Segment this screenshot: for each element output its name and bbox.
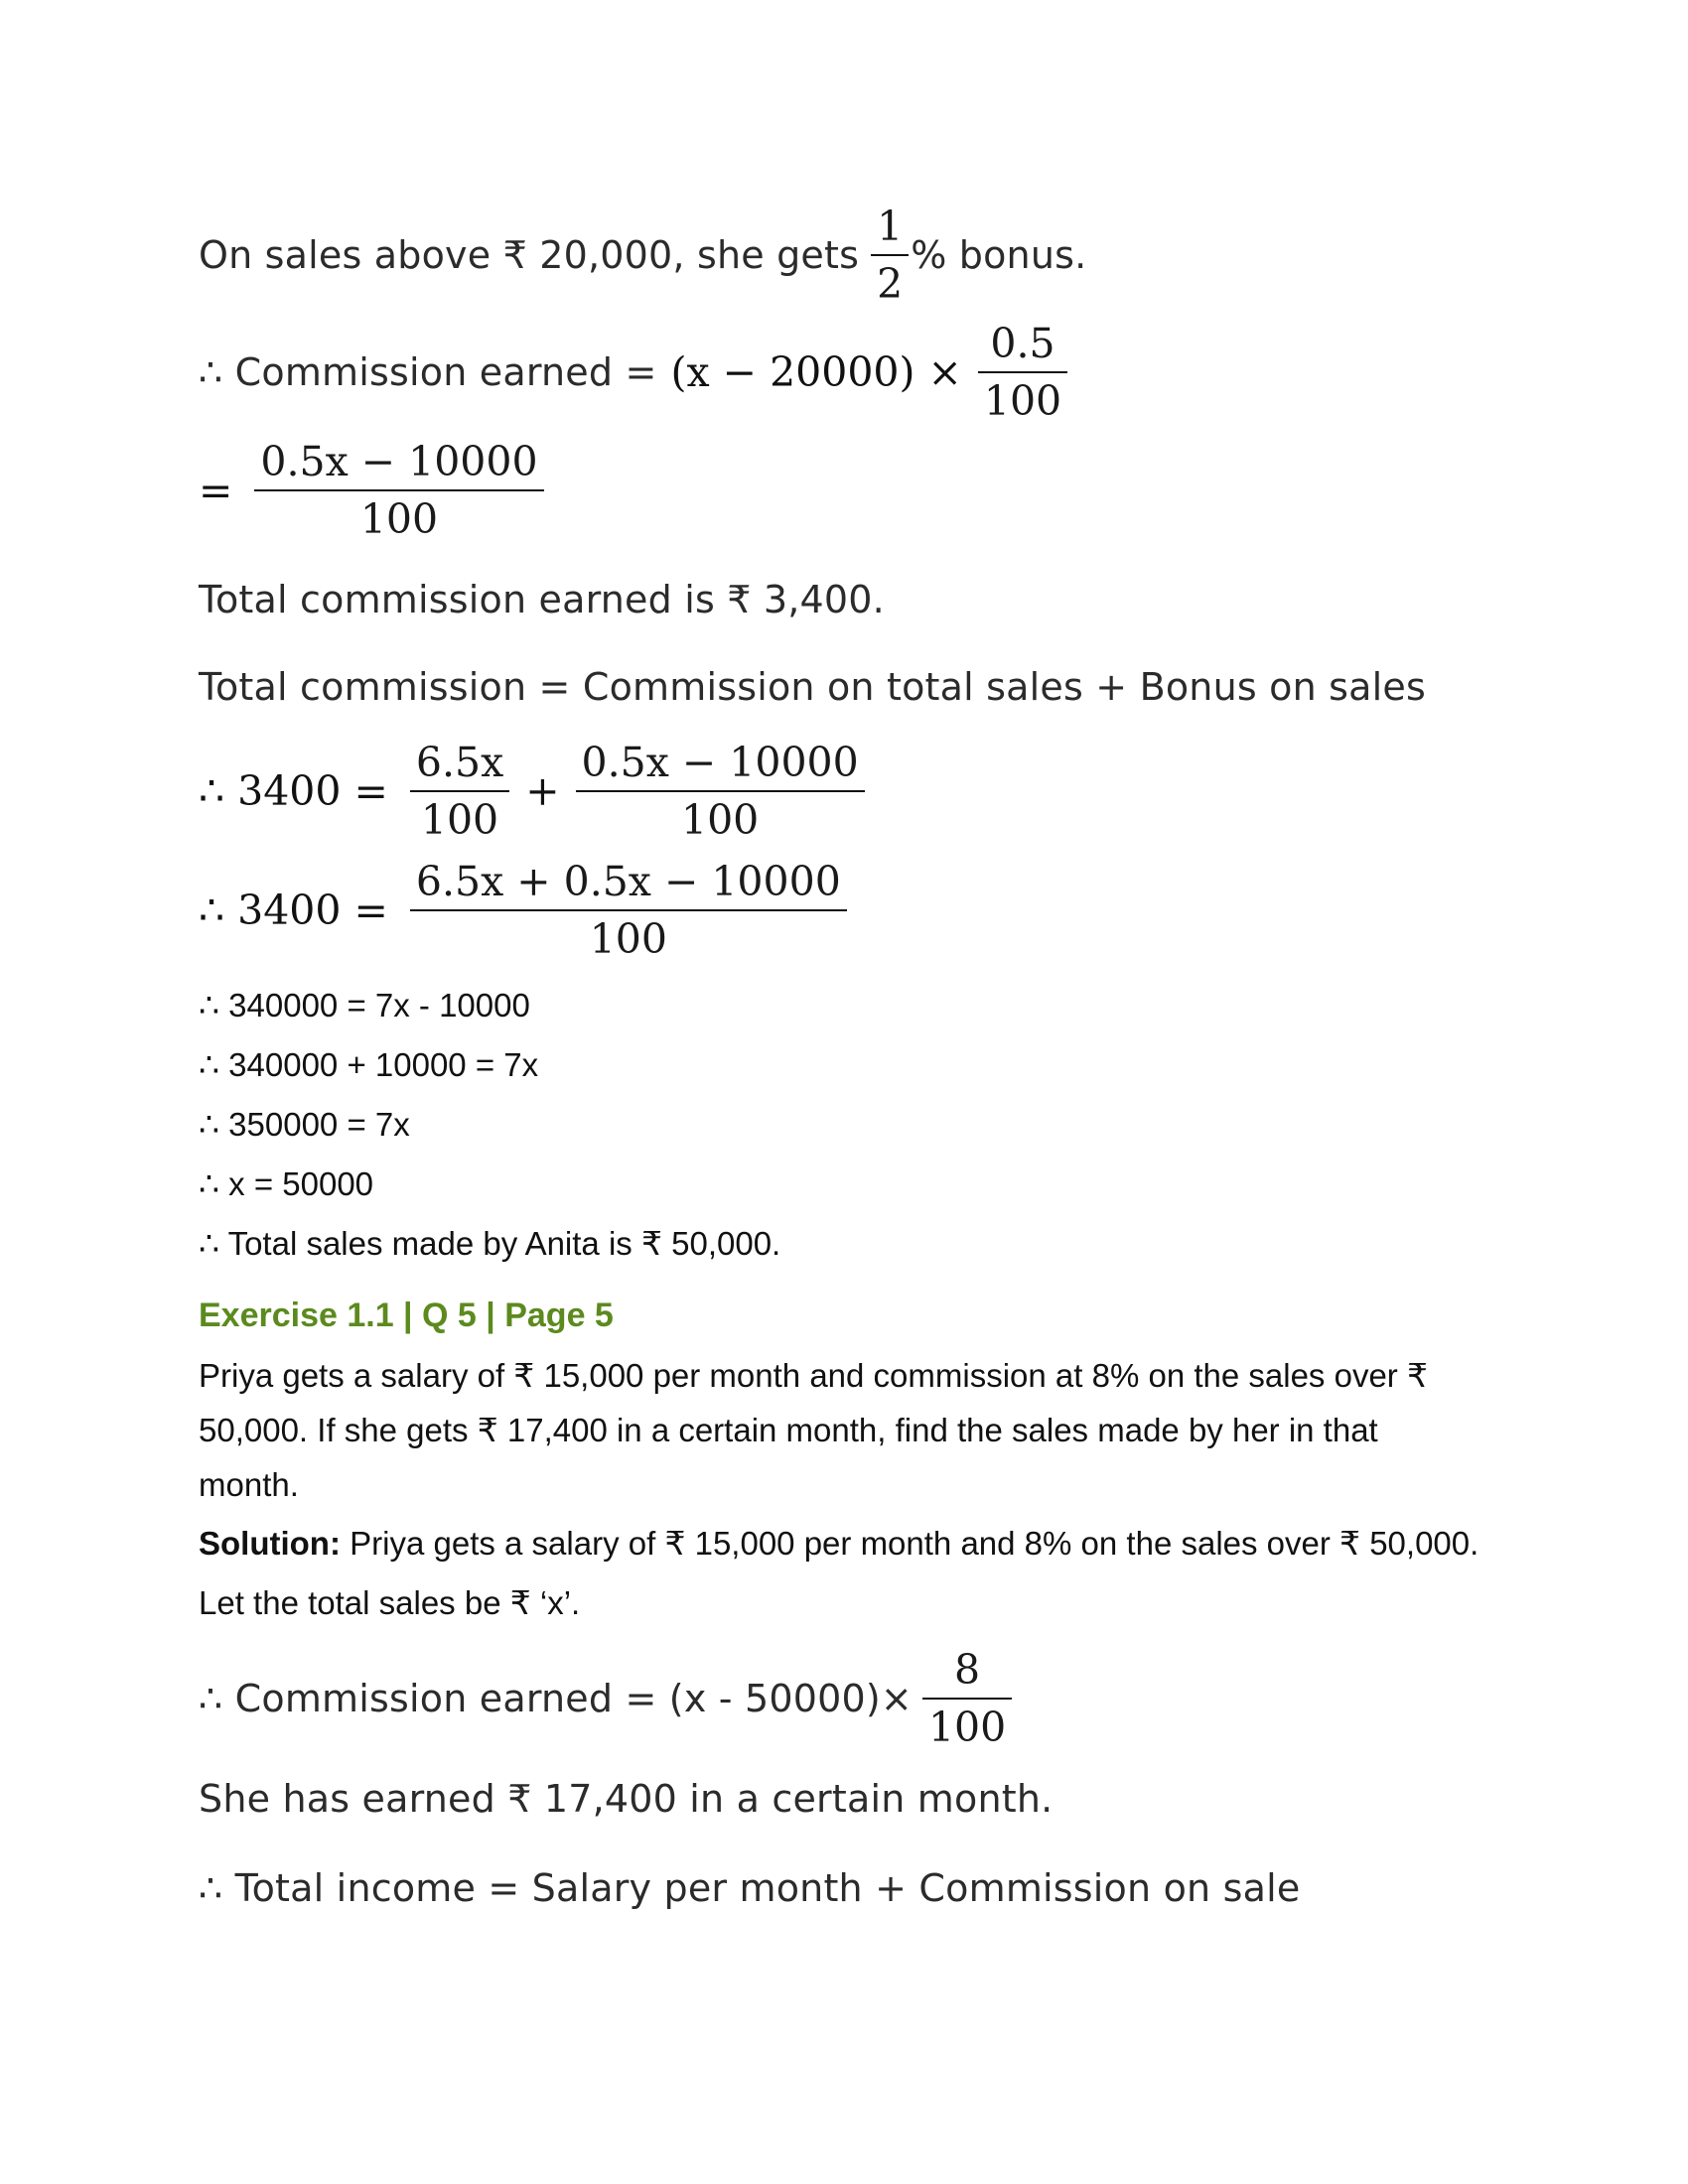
equals-sign: = bbox=[199, 467, 233, 514]
fraction-denominator: 100 bbox=[589, 915, 667, 963]
equation-lhs: ∴ 3400 = bbox=[199, 767, 388, 815]
solution-line-2: Let the total sales be ₹ ‘x’. bbox=[199, 1584, 581, 1621]
total-commission-formula: Total commission = Commission on total sales + Bonus on sales bbox=[199, 665, 1426, 709]
total-income-formula: ∴ Total income = Salary per month + Commission on sale bbox=[199, 1866, 1301, 1910]
commission-expression: (x − 20000) × bbox=[670, 348, 962, 396]
bonus-text: On sales above ₹ 20,000, she gets bbox=[199, 233, 860, 277]
question-line-1: Priya gets a salary of ₹ 15,000 per month and commission at 8% on the sales over ₹ bbox=[199, 1357, 1428, 1394]
equation-line-1 bbox=[199, 735, 873, 848]
bonus-line bbox=[199, 199, 1086, 312]
fraction-numerator: 0.5x − 10000 bbox=[581, 739, 859, 786]
fraction-denominator: 2 bbox=[877, 260, 904, 308]
solution-text: Priya gets a salary of ₹ 15,000 per month and 8% on the sales over ₹ 50,000. bbox=[340, 1525, 1479, 1562]
fraction-combined bbox=[410, 854, 847, 967]
equation-line-2 bbox=[199, 854, 855, 967]
commission-label: ∴ Commission earned = bbox=[199, 350, 657, 394]
fraction-b bbox=[576, 735, 865, 848]
step-2: ∴ 340000 + 10000 = 7x bbox=[199, 1046, 539, 1083]
fraction-denominator: 100 bbox=[681, 796, 760, 844]
fraction-denominator: 100 bbox=[420, 796, 499, 844]
percent-fraction bbox=[978, 316, 1067, 429]
commission-label: ∴ Commission earned = (x - 50000)× bbox=[199, 1677, 913, 1720]
question-line-2: 50,000. If she gets ₹ 17,400 in a certain month, find the sales made by her in that bbox=[199, 1412, 1378, 1448]
equation-lhs: ∴ 3400 = bbox=[199, 887, 388, 934]
fraction-numerator: 0.5 bbox=[990, 320, 1055, 367]
plus-sign: + bbox=[525, 767, 560, 815]
exercise-heading: Exercise 1.1 | Q 5 | Page 5 bbox=[199, 1297, 614, 1334]
question-line-3: month. bbox=[199, 1466, 299, 1503]
step-3: ∴ 350000 = 7x bbox=[199, 1106, 410, 1143]
step-1: ∴ 340000 = 7x - 10000 bbox=[199, 987, 530, 1024]
commission-earned-line bbox=[199, 316, 1075, 429]
fraction-denominator: 100 bbox=[359, 495, 439, 543]
fraction-a bbox=[410, 735, 509, 848]
commission-fraction bbox=[254, 434, 543, 547]
fraction-numerator: 6.5x bbox=[415, 739, 504, 786]
total-commission-statement: Total commission earned is ₹ 3,400. bbox=[199, 578, 885, 621]
step-conclusion: ∴ Total sales made by Anita is ₹ 50,000. bbox=[199, 1225, 781, 1262]
solution-line-1 bbox=[199, 1516, 1478, 1570]
commission-earned-line-2 bbox=[199, 1642, 1020, 1755]
fraction-numerator: 1 bbox=[877, 203, 904, 250]
fraction-numerator: 6.5x + 0.5x − 10000 bbox=[415, 858, 841, 905]
earned-statement: She has earned ₹ 17,400 in a certain month. bbox=[199, 1777, 1054, 1821]
bonus-text-end: % bonus. bbox=[911, 233, 1087, 277]
percent-fraction bbox=[922, 1642, 1012, 1755]
fraction-denominator: 100 bbox=[983, 377, 1062, 425]
solution-label: Solution: bbox=[199, 1525, 341, 1562]
fraction-numerator: 0.5x − 10000 bbox=[260, 438, 538, 485]
step-4: ∴ x = 50000 bbox=[199, 1165, 374, 1202]
fraction-denominator: 100 bbox=[927, 1704, 1007, 1751]
half-fraction bbox=[871, 199, 909, 312]
fraction-numerator: 8 bbox=[954, 1646, 981, 1694]
commission-simplified-line bbox=[199, 434, 552, 547]
